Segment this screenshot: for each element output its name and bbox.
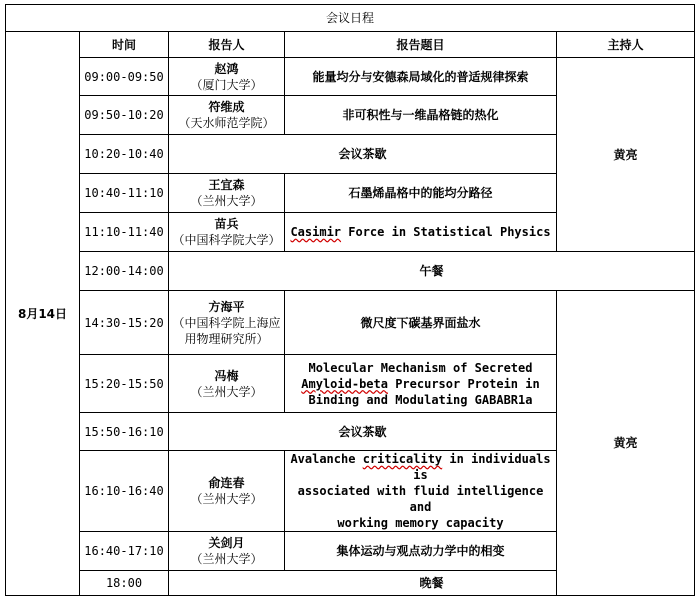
table-row: [6, 252, 695, 291]
topic-line: Binding and Modulating GABABR1a: [308, 392, 533, 407]
speaker-affiliation: （兰州大学）: [190, 552, 263, 566]
topic-line: Molecular Mechanism of Secreted: [308, 360, 533, 375]
topic-cell: [285, 355, 557, 413]
topic-text-underlined: criticality: [362, 452, 443, 466]
time-cell: 10:40-11:10: [80, 174, 169, 213]
host-cell: 黄亮: [557, 291, 695, 596]
speaker-name: 方海平: [208, 299, 245, 314]
table-row: [6, 571, 695, 596]
speaker-name: 关剑月: [208, 536, 245, 550]
speaker-cell: [169, 96, 285, 135]
topic-line: Precursor Protein in: [387, 376, 540, 391]
header-topic: 报告题目: [285, 32, 557, 58]
speaker-name: 苗兵: [214, 217, 239, 231]
topic-text: Force in Statistical Physics: [341, 225, 551, 239]
speaker-name: 赵鸿: [214, 61, 239, 76]
speaker-cell: [169, 451, 285, 532]
date-cell: 8月14日: [6, 32, 80, 596]
speaker-cell: [169, 291, 285, 355]
speaker-affiliation: （天水师范学院）: [178, 116, 275, 130]
speaker-cell: [169, 355, 285, 413]
topic-line: in individuals is: [413, 452, 551, 482]
time-cell: 10:20-10:40: [80, 135, 169, 174]
schedule-title: 会议日程: [6, 5, 695, 32]
speaker-affiliation: （中国科学院大学）: [172, 233, 281, 247]
time-cell: 16:10-16:40: [80, 451, 169, 532]
speaker-name: 俞连春: [208, 476, 245, 490]
time-cell: 09:00-09:50: [80, 58, 169, 96]
topic-text-underlined: Casimir: [290, 225, 342, 239]
speaker-cell: [169, 58, 285, 96]
time-cell: 14:30-15:20: [80, 291, 169, 355]
event-cell: 晚餐: [169, 571, 695, 596]
topic-line: Avalanche: [290, 452, 363, 466]
header-time: 时间: [80, 32, 169, 58]
time-cell: 09:50-10:20: [80, 96, 169, 135]
topic-line: working memory capacity: [337, 516, 504, 530]
table-row: [6, 291, 695, 355]
topic-cell: [285, 213, 557, 252]
table-row: [6, 58, 695, 96]
topic-line: associated with fluid intelligence and: [297, 484, 544, 514]
time-cell: 15:20-15:50: [80, 355, 169, 413]
event-cell: 会议茶歇: [169, 135, 557, 174]
header-host: 主持人: [557, 32, 695, 58]
topic-cell: 微尺度下碳基界面盐水: [285, 291, 557, 355]
speaker-cell: [169, 213, 285, 252]
topic-cell: 非可积性与一维晶格链的热化: [285, 96, 557, 135]
topic-text-underlined: Amyloid-beta: [301, 376, 388, 391]
speaker-affiliation: （中国科学院上海应用物理研究所）: [172, 315, 281, 346]
time-cell: 12:00-14:00: [80, 252, 169, 291]
topic-cell: [285, 451, 557, 532]
time-cell: 11:10-11:40: [80, 213, 169, 252]
event-cell: 午餐: [169, 252, 695, 291]
topic-cell: 石墨烯晶格中的能均分路径: [285, 174, 557, 213]
schedule-table: [5, 4, 695, 596]
speaker-cell: [169, 532, 285, 571]
speaker-affiliation: （兰州大学）: [190, 384, 263, 399]
speaker-affiliation: （兰州大学）: [190, 492, 263, 506]
speaker-cell: [169, 174, 285, 213]
header-speaker: 报告人: [169, 32, 285, 58]
speaker-name: 冯梅: [214, 368, 239, 383]
speaker-name: 符维成: [208, 100, 245, 114]
time-cell: 16:40-17:10: [80, 532, 169, 571]
time-cell: 15:50-16:10: [80, 413, 169, 451]
time-cell: 18:00: [80, 571, 169, 596]
host-cell: 黄亮: [557, 58, 695, 252]
topic-cell: 集体运动与观点动力学中的相变: [285, 532, 557, 571]
speaker-name: 王宜森: [208, 178, 245, 192]
speaker-affiliation: （厦门大学）: [190, 77, 263, 92]
speaker-affiliation: （兰州大学）: [190, 194, 263, 208]
event-cell: 会议茶歇: [169, 413, 557, 451]
topic-cell: 能量均分与安德森局域化的普适规律探索: [285, 58, 557, 96]
